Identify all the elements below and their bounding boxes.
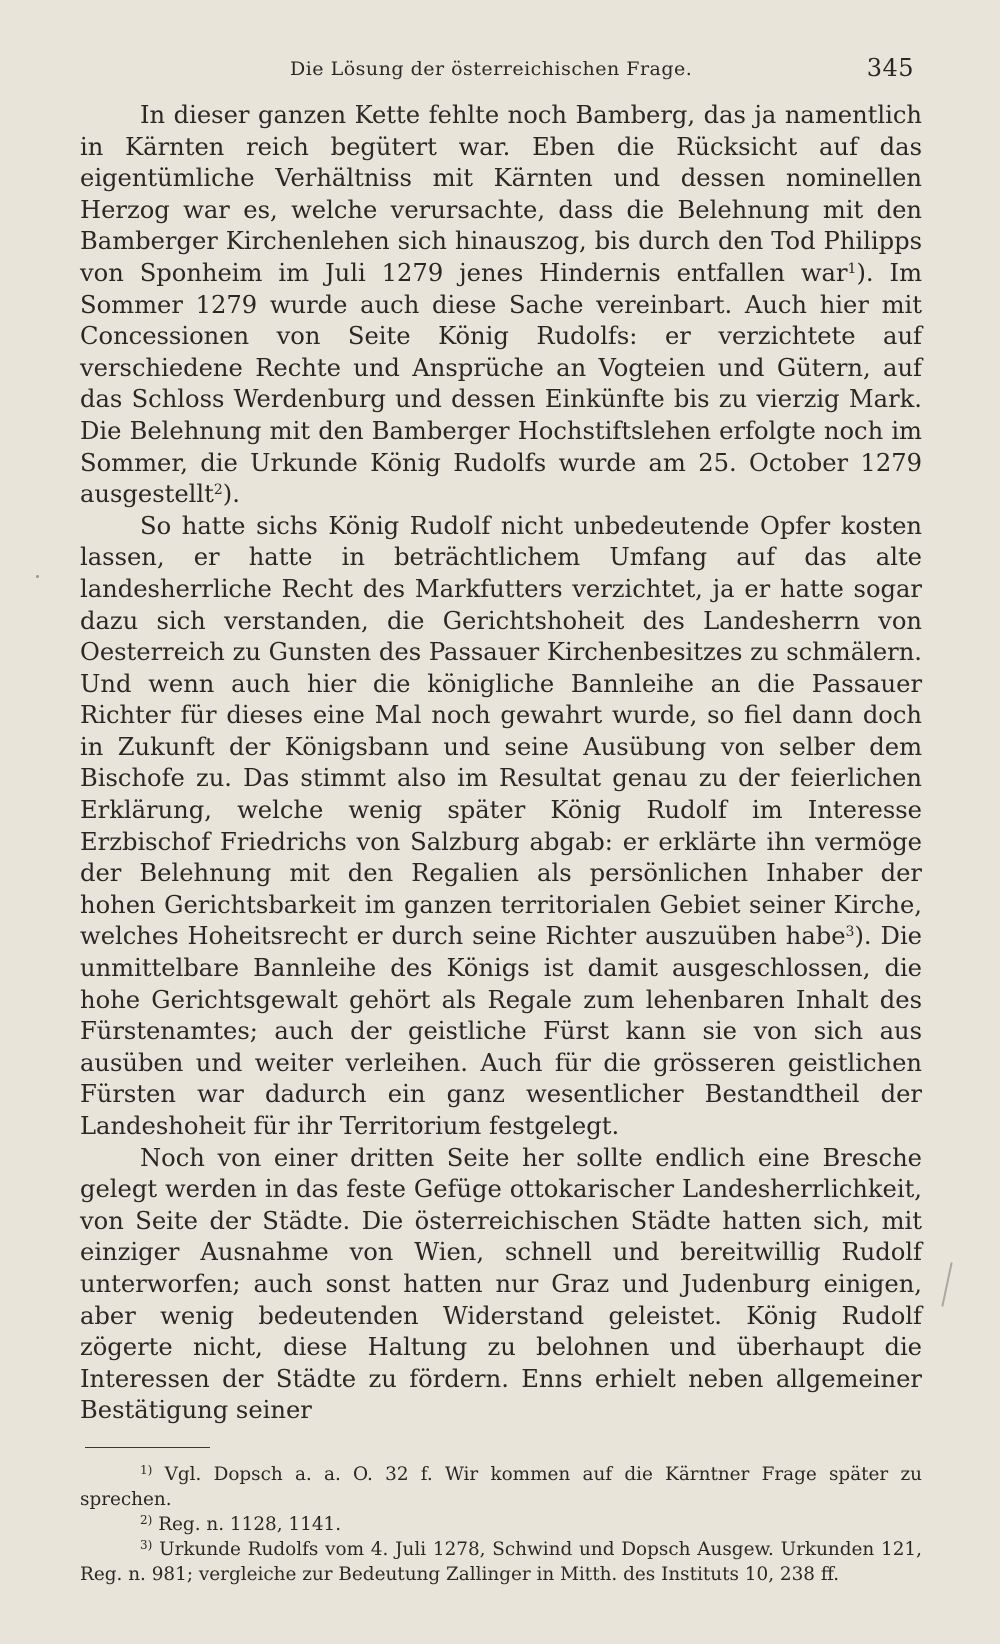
footnotes: [80, 1462, 922, 1587]
footnote-mark: 3): [140, 1537, 153, 1552]
footnote-text: Urkunde Rudolfs vom 4. Juli 1278, Schwind und Dopsch Ausgew. Urkunden 121, Reg. n. 981; vergleiche zur Bedeutung Zallinger in Mitth. des Instituts 10, 238 ff.: [80, 1538, 922, 1585]
footnote-2: [80, 1512, 922, 1537]
paragraph-text: So hatte sichs König Rudolf nicht unbedeutende Opfer kosten lassen, er hatte in beträchtlichem Umfang auf das alte landesherrliche Recht des Markfutters verzichtet, ja er hatte sogar dazu sich verstanden, die Gerichtshoheit des Landesherrn von Oesterreich zu Gunsten des Passauer Kirchenbesitzes zu schmälern. Und wenn auch hier die königliche Bannleihe an die Passauer Richter für dieses eine Mal noch gewahrt wurde, so fiel dann doch in Zukunft der Königsbann und seine Ausübung von selber dem Bischofe zu. Das stimmt also im Resultat genau zu der feierlichen Erklärung, welche wenig später König Rudolf im Interesse Erzbischof Friedrichs von Salzburg abgab: er erklärte ihn vermöge der Belehnung mit den Regalien als persönlichen Inhaber der hohen Gerichtsbarkeit im ganzen territorialen Gebiet seiner Kirche, welches Hoheitsrecht er durch seine Richter auszuüben habe: [80, 511, 922, 951]
paragraph-text: .: [232, 480, 240, 509]
paragraph-1: In dieser ganzen Kette fehlte noch Bamberg, das ja namentlich in Kärnten reich begütert war. Eben die Rücksicht auf das eigentümliche Verhältniss mit Kärnten und dessen nominellen Herzog war es, welche verursachte, dass die Belehnung mit den Bamberger Kirchenlehen sich hinauszog, bis durch den Tod Philipps von Sponheim im Juli 1279 jenes Hindernis entfallen war$^1$). Im Sommer 1279 wurde auch diese Sache vereinbart. Auch hier mit Concessionen von Seite König Rudolfs: er verzichtete auf verschiedene Rechte und Ansprüche an Vogteien und Gütern, auf das Schloss Werdenburg und dessen Einkünfte bis zu vierzig Mark. Die Belehnung mit den Bamberger Hochstiftslehen erfolgte noch im Sommer, die Urkunde König Rudolfs wurde am 25. October 1279 ausgestellt$^2$).: [80, 101, 923, 509]
page-number: 345: [866, 54, 914, 82]
footnote-3: [80, 1537, 922, 1587]
margin-pencil-mark: [941, 1262, 952, 1306]
paragraph-3: [80, 1143, 922, 1427]
footnote-ref: 3: [845, 924, 855, 941]
paper-speck: [36, 575, 39, 578]
paragraph-text: . Die unmittelbare Bannleihe des Königs ist damit ausgeschlossen, die hohe Gerichtsgewalt gehört als Regale zum lehenbaren Inhalt des Fürstenamtes; auch der geistliche Fürst kann sie von sich aus ausüben und weiter verleihen. Auch für die grösseren geistlichen Fürsten war dadurch ein ganz wesentlicher Bestandtheil der Landeshoheit für ihr Territorium festgelegt.: [80, 922, 922, 1140]
footnote-ref: 2: [213, 482, 223, 499]
footnote-mark: 2): [140, 1512, 153, 1527]
paragraph-text: In dieser ganzen Kette fehlte noch Bamberg, das ja namentlich in Kärnten reich begütert war. Eben die Rücksicht auf das eigentümliche Verhältniss mit Kärnten und dessen nominellen Herzog war es, welche verursachte, dass die Belehnung mit den Bamberger Kirchenlehen sich hinauszog, bis durch den Tod Philipps von Sponheim im Juli 1279 jenes Hindernis entfallen war: [80, 101, 922, 287]
body-text: [80, 100, 922, 1427]
footnote-text: Vgl. Dopsch a. a. O. 32 f. Wir kommen auf die Kärntner Frage später zu sprechen.: [80, 1463, 922, 1510]
paragraph-2: So hatte sichs König Rudolf nicht unbedeutende Opfer kosten lassen, er hatte in beträchtlichem Umfang auf das alte landesherrliche Recht des Markfutters verzichtet, ja er hatte sogar dazu sich verstanden, die Gerichtshoheit des Landesherrn von Oesterreich zu Gunsten des Passauer Kirchenbesitzes zu schmälern. Und wenn auch hier die königliche Bannleihe an die Passauer Richter für dieses eine Mal noch gewahrt wurde, so fiel dann doch in Zukunft der Königsbann und seine Ausübung von selber dem Bischofe zu. Das stimmt also im Resultat genau zu der feierlichen Erklärung, welche wenig später König Rudolf im Interesse Erzbischof Friedrichs von Salzburg abgab: er erklärte ihn vermöge der Belehnung mit den Regalien als persönlichen Inhaber der hohen Gerichtsbarkeit im ganzen territorialen Gebiet seiner Kirche, welches Hoheitsrecht er durch seine Richter auszuüben habe$^3$). Die unmittelbare Bannleihe des Königs ist damit ausgeschlossen, die hohe Gerichtsgewalt gehört als Regale zum lehenbaren Inhalt des Fürstenamtes; auch der geistliche Fürst kann sie von sich aus ausüben und weiter verleihen. Auch für die grösseren geistlichen Fürsten war dadurch ein ganz wesentlicher Bestandtheil der Landeshoheit für ihr Territorium festgelegt.: [80, 511, 922, 1140]
footnote-divider: [85, 1447, 210, 1448]
paragraph-text: . Im Sommer 1279 wurde auch diese Sache vereinbart. Auch hier mit Concessionen von Seite König Rudolfs: er verzichtete auf verschiedene Rechte und Ansprüche an Vogteien und Gütern, auf das Schloss Werdenburg und dessen Einkünfte bis zu vierzig Mark. Die Belehnung mit den Bamberger Hochstiftslehen erfolgte noch im Sommer, die Urkunde König Rudolfs wurde am 25. October 1279 ausgestellt: [80, 258, 923, 509]
footnote-mark: 1): [140, 1462, 153, 1477]
footnote-text: Reg. n. 1128, 1141.: [158, 1513, 342, 1535]
footnote-ref: 1: [847, 260, 857, 277]
running-head: [80, 50, 922, 90]
running-title: Die Lösung der österreichischen Frage.: [290, 58, 693, 80]
footnote-1: [80, 1462, 922, 1512]
paragraph-text: Noch von einer dritten Seite her sollte endlich eine Bresche gelegt werden in das feste Gefüge ottokarischer Landesherrlichkeit, von Seite der Städte. Die österreichischen Städte hatten sich, mit einziger Ausnahme von Wien, schnell und bereitwillig Rudolf unterworfen; auch sonst hatten nur Graz und Judenburg einigen, aber wenig bedeutenden Widerstand geleistet. König Rudolf zögerte nicht, diese Haltung zu belohnen und überhaupt die Interessen der Städte zu fördern. Enns erhielt neben allgemeiner Bestätigung seiner: [80, 1143, 922, 1425]
